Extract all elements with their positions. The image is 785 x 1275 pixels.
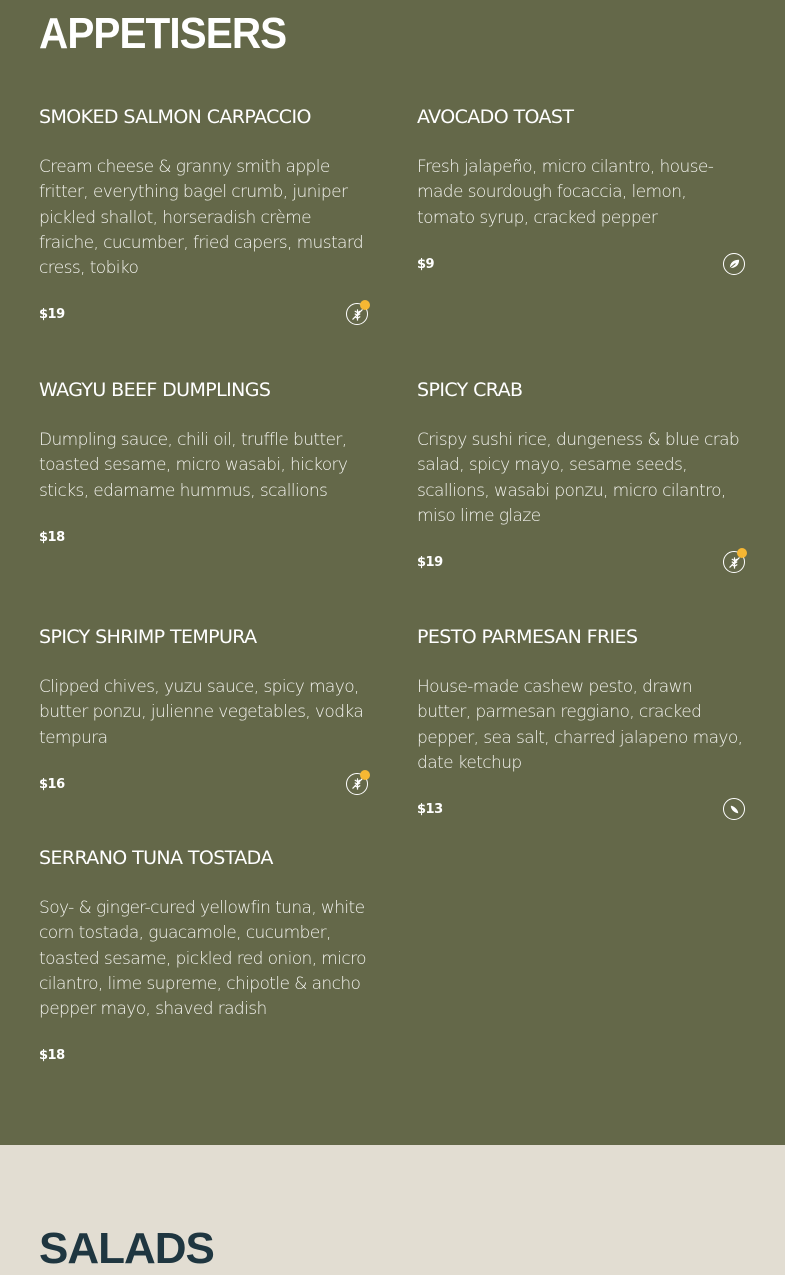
- item-price: $9: [417, 256, 435, 272]
- item-name: AVOCADO TOAST: [417, 106, 574, 128]
- item-description: Soy- & ginger-cured yellowfin tuna, white corn tostada, guacamole, cucumber, toasted sesame, pickled red onion, micro cilantro, lime supreme, chipotle & ancho pepper mayo, shaved radish: [39, 898, 366, 1020]
- item-price: $18: [39, 1048, 65, 1064]
- item-price: $19: [417, 555, 443, 571]
- menu-item-spicy-crab: [417, 378, 745, 577]
- item-description: Crispy sushi rice, dungeness & blue crab salad, spicy mayo, sesame seeds, scallions, wasabi ponzu, micro cilantro, miso lime glaze: [417, 430, 740, 526]
- item-price: $16: [39, 776, 65, 792]
- item-name: SPICY SHRIMP TEMPURA: [39, 626, 257, 648]
- item-description: Clipped chives, yuzu sauce, spicy mayo, butter ponzu, julienne vegetables, vodka tempura: [39, 677, 364, 748]
- menu-item-spicy-shrimp-tempura: [39, 625, 368, 799]
- section-title-appetisers: APPETISERS: [39, 9, 287, 58]
- menu-item-avocado-toast: [417, 105, 745, 279]
- vegetarian-icon[interactable]: [723, 798, 745, 820]
- item-price: $18: [39, 529, 65, 545]
- item-description: Fresh jalapeño, micro cilantro, house-made sourdough focaccia, lemon, tomato syrup, cracked pepper: [417, 157, 714, 228]
- menu-item-wagyu-beef-dumplings: [39, 378, 368, 552]
- item-name: SERRANO TUNA TOSTADA: [39, 847, 273, 869]
- gluten-free-icon[interactable]: [346, 303, 368, 325]
- gluten-free-icon[interactable]: [723, 551, 745, 573]
- item-name: SPICY CRAB: [417, 379, 523, 401]
- menu-item-pesto-parmesan-fries: [417, 625, 745, 824]
- menu-item-serrano-tuna-tostada: [39, 846, 368, 1070]
- item-name: SMOKED SALMON CARPACCIO: [39, 106, 311, 128]
- item-name: PESTO PARMESAN FRIES: [417, 626, 638, 648]
- item-description: House-made cashew pesto, drawn butter, parmesan reggiano, cracked pepper, sea salt, charred jalapeno mayo, date ketchup: [417, 677, 743, 773]
- item-footer: [417, 551, 745, 577]
- item-footer: [39, 1044, 368, 1070]
- notice-dot: [360, 770, 370, 780]
- item-footer: [417, 253, 745, 279]
- notice-dot: [360, 300, 370, 310]
- item-footer: [39, 773, 368, 799]
- item-footer: [417, 798, 745, 824]
- gluten-free-icon[interactable]: [346, 773, 368, 795]
- section-title-salads: SALADS: [39, 1224, 214, 1273]
- notice-dot: [737, 548, 747, 558]
- item-footer: [39, 303, 368, 329]
- item-description: Cream cheese & granny smith apple fritter, everything bagel crumb, juniper pickled shallot, horseradish crème fraiche, cucumber, fried capers, mustard cress, tobiko: [39, 157, 364, 279]
- item-price: $13: [417, 802, 443, 818]
- menu-item-smoked-salmon-carpaccio: [39, 105, 368, 329]
- salads-section: [0, 1145, 785, 1273]
- item-price: $19: [39, 307, 65, 323]
- item-name: WAGYU BEEF DUMPLINGS: [39, 379, 271, 401]
- item-description: Dumpling sauce, chili oil, truffle butter, toasted sesame, micro wasabi, hickory sticks, edamame hummus, scallions: [39, 430, 348, 501]
- item-footer: [39, 526, 368, 552]
- vegan-leaf-icon[interactable]: [723, 253, 745, 275]
